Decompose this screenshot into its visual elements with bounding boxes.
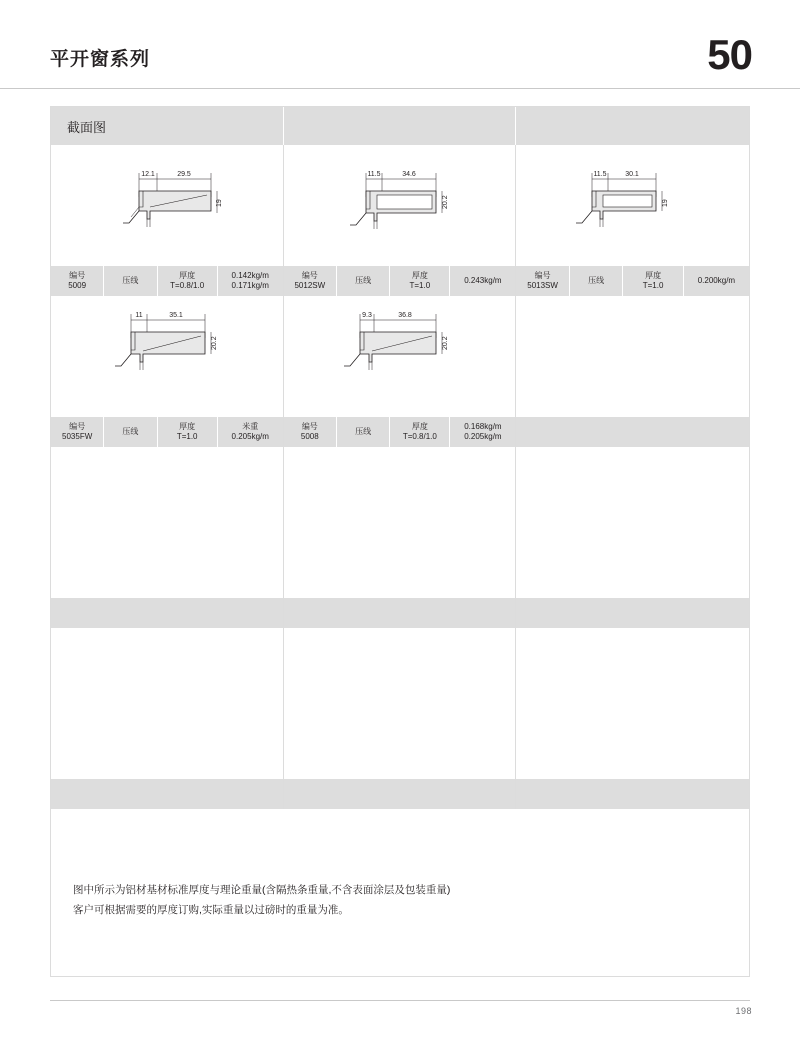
spec-weight-5012SW — [450, 266, 515, 296]
spec-thickness-value: T=1.0 — [409, 281, 431, 290]
spec-weight-5035FW — [218, 417, 283, 447]
dim-right-5008: 20.2 — [441, 336, 449, 350]
dim-right-5012SW: 20.2 — [441, 195, 449, 209]
header-divider — [0, 88, 800, 89]
blank-cell-3 — [516, 447, 749, 598]
spec-thickness-label: 厚度 — [179, 422, 196, 431]
spec-thickness-value: T=0.8/1.0 — [402, 432, 437, 441]
profile-drawing-5012SW — [284, 145, 517, 266]
blank-cell-5 — [284, 628, 517, 779]
spec-weight-5009 — [218, 266, 283, 296]
spec-weight-value-1: 0.200kg/m — [697, 276, 736, 285]
spec-code-label: 编号 — [69, 271, 86, 280]
note-block — [51, 809, 749, 976]
spec-group-empty-6 — [284, 779, 517, 809]
note-line-2: 客户可根据需要的厚度订购,实际重量以过磅时的重量为准。 — [73, 903, 349, 916]
profile-drawing-5009 — [51, 145, 284, 266]
profile-drawing-5013SW — [516, 145, 749, 266]
spec-code-label: 编号 — [69, 422, 86, 431]
spec-thickness-label: 厚度 — [411, 271, 428, 280]
drawing-row-2 — [51, 296, 749, 417]
spec-thickness-value: T=1.0 — [176, 432, 198, 441]
spec-code-5012SW — [284, 266, 337, 296]
spec-code-value: 5009 — [68, 281, 87, 290]
drawing-cell-5013SW — [516, 145, 749, 266]
dim-top-5012SW: 34.6 — [401, 171, 416, 178]
spec-type-value: 压线 — [355, 276, 372, 285]
profile-drawing-5008 — [284, 296, 517, 417]
blank-row-2 — [51, 628, 749, 779]
spec-thickness-5013SW — [623, 266, 683, 296]
spec-code-label: 编号 — [301, 271, 318, 280]
spec-type-value: 压线 — [122, 427, 139, 436]
spec-type-5035FW — [104, 417, 157, 447]
spec-code-5013SW — [516, 266, 570, 296]
spec-type-5012SW — [337, 266, 390, 296]
spec-code-label: 编号 — [301, 422, 318, 431]
dim-top-5035FW: 35.1 — [169, 312, 183, 319]
spec-band-3 — [51, 598, 749, 628]
spec-weight-value-1: 0.243kg/m — [464, 276, 502, 285]
spec-thickness-5035FW — [158, 417, 218, 447]
spec-code-5008 — [284, 417, 337, 447]
dim-left-5013SW: 11.5 — [593, 171, 607, 178]
spec-thickness-label: 厚度 — [411, 422, 428, 431]
series-number: 50 — [707, 31, 752, 78]
spec-type-5009 — [104, 266, 157, 296]
table-head-band — [51, 107, 749, 145]
spec-group-empty-4 — [516, 598, 749, 628]
spec-weight-value-2: 0.205kg/m — [464, 432, 502, 441]
dim-top-5009: 29.5 — [177, 171, 191, 178]
profile-drawing-5035FW — [51, 296, 284, 417]
spec-code-value: 5008 — [300, 432, 319, 441]
drawing-cell-5008 — [284, 296, 517, 417]
spec-group-empty-2 — [51, 598, 284, 628]
drawing-cell-empty-1 — [516, 296, 749, 417]
spec-type-value: 压线 — [122, 276, 139, 285]
profile-table — [50, 106, 750, 977]
spec-code-value: 5012SW — [294, 281, 326, 290]
spec-type-value: 压线 — [588, 276, 605, 285]
dim-top-5008: 36.8 — [397, 312, 412, 319]
spec-group-empty-3 — [284, 598, 517, 628]
spec-thickness-value: T=1.0 — [642, 281, 664, 290]
blank-cell-1 — [51, 447, 284, 598]
spec-group-empty-5 — [51, 779, 284, 809]
table-head-cell-2 — [284, 107, 517, 145]
blank-cell-4 — [51, 628, 284, 779]
spec-group-5013SW — [516, 266, 749, 296]
dim-left-5009: 12.1 — [141, 171, 155, 178]
dim-left-5035FW: 11 — [135, 312, 143, 319]
blank-row-1 — [51, 447, 749, 598]
spec-thickness-5008 — [390, 417, 450, 447]
spec-group-empty-7 — [516, 779, 749, 809]
spec-code-value: 5013SW — [527, 281, 558, 290]
spec-group-5012SW — [284, 266, 517, 296]
spec-weight-label: 米重 — [242, 422, 259, 431]
page-title: 平开窗系列 — [50, 49, 151, 70]
dim-top-5013SW: 30.1 — [625, 171, 640, 178]
dim-right-5013SW: 19 — [662, 199, 670, 207]
spec-band-2 — [51, 417, 749, 447]
spec-band-1 — [51, 266, 749, 296]
spec-code-label: 编号 — [534, 271, 551, 280]
spec-thickness-5009 — [158, 266, 218, 296]
spec-code-5009 — [51, 266, 104, 296]
dim-left-5008: 9.3 — [361, 312, 372, 319]
spec-thickness-label: 厚度 — [179, 271, 196, 280]
table-head-cell-3 — [516, 107, 749, 145]
spec-group-empty-1 — [516, 417, 749, 447]
page-header — [0, 31, 800, 88]
dim-right-5009: 19 — [216, 199, 223, 207]
spec-weight-value-1: 0.205kg/m — [231, 432, 269, 441]
spec-group-5009 — [51, 266, 284, 296]
dim-right-5035FW: 20.2 — [211, 336, 218, 350]
spec-code-value: 5035FW — [62, 432, 93, 441]
drawing-cell-5035FW — [51, 296, 284, 417]
footer-divider — [50, 1000, 750, 1001]
spec-type-5008 — [337, 417, 390, 447]
spec-weight-value-1: 0.142kg/m — [231, 271, 269, 280]
spec-weight-value-1: 0.168kg/m — [464, 422, 502, 431]
spec-group-5035FW — [51, 417, 284, 447]
note-row — [51, 809, 749, 976]
spec-group-5008 — [284, 417, 517, 447]
spec-type-5013SW — [570, 266, 624, 296]
spec-code-5035FW — [51, 417, 104, 447]
spec-thickness-value: T=0.8/1.0 — [170, 281, 205, 290]
spec-thickness-label: 厚度 — [645, 271, 662, 280]
spec-weight-5013SW — [684, 266, 749, 296]
spec-weight-5008 — [450, 417, 515, 447]
note-line-1: 图中所示为铝材基材标准厚度与理论重量(含隔热条重量,不含表面涂层及包装重量) — [73, 884, 451, 896]
drawing-cell-5009 — [51, 145, 284, 266]
dim-left-5012SW: 11.5 — [367, 171, 381, 178]
table-head-cell-1: 截面图 — [51, 107, 284, 145]
spec-thickness-5012SW — [390, 266, 450, 296]
blank-cell-2 — [284, 447, 517, 598]
drawing-row-1 — [51, 145, 749, 266]
page-number: 198 — [735, 1006, 752, 1016]
spec-band-4 — [51, 779, 749, 809]
spec-type-value: 压线 — [355, 427, 372, 436]
blank-cell-6 — [516, 628, 749, 779]
spec-weight-value-2: 0.171kg/m — [231, 281, 269, 290]
drawing-cell-5012SW — [284, 145, 517, 266]
